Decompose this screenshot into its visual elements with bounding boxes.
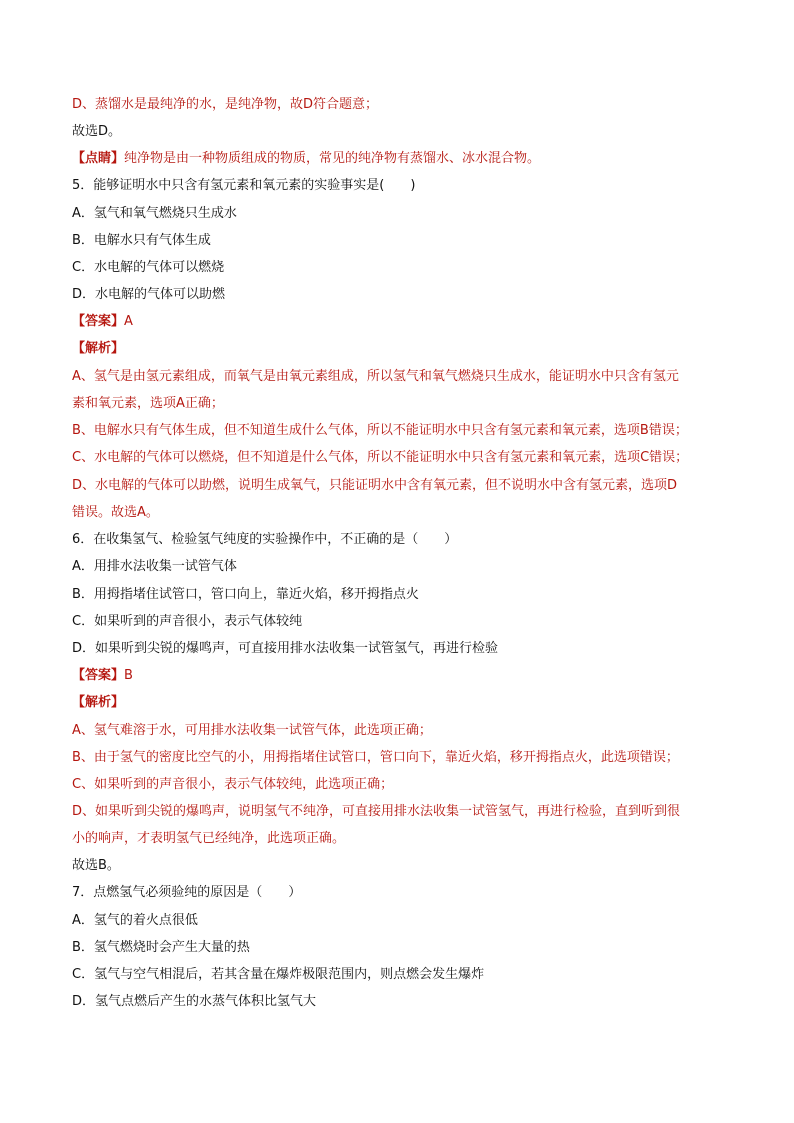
answer-value: B bbox=[124, 668, 133, 683]
q5-stem: 5．能够证明水中只含有氢元素和氧元素的实验事实是( ) bbox=[72, 178, 416, 193]
q5-option-b: B．电解水只有气体生成 bbox=[72, 233, 211, 248]
q5-analysis-line: A、氢气是由氢元素组成，而氧气是由氧元素组成，所以氢气和氧气燃烧只生成水，能证明水中只含有氢元 bbox=[72, 369, 679, 384]
q5-answer bbox=[72, 313, 724, 331]
answer-tag: 【答案】 bbox=[72, 314, 125, 329]
q6-analysis-line: A、氢气难溶于水，可用排水法收集一试管气体，此选项正确； bbox=[72, 723, 432, 738]
q7-option-a: A．氢气的着火点很低 bbox=[72, 913, 198, 928]
prev-choose: 故选D。 bbox=[72, 124, 122, 139]
q6-analysis-line: D、如果听到尖锐的爆鸣声，说明氢气不纯净，可直接用排水法收集一试管氢气，再进行检验，直到听到很 bbox=[72, 804, 681, 819]
q6-option-b: B．用拇指堵住试管口，管口向上，靠近火焰，移开拇指点火 bbox=[72, 587, 419, 602]
q5-analysis-line: C、水电解的气体可以燃烧，但不知道是什么气体，所以不能证明水中只含有氢元素和氧元素，选项C错误； bbox=[72, 450, 689, 465]
q5-option-c: C．水电解的气体可以燃烧 bbox=[72, 260, 225, 275]
tip-tag: 【点睛】 bbox=[72, 151, 125, 166]
q5-analysis-line: D、水电解的气体可以助燃，说明生成氧气，只能证明水中含有氧元素，但不说明水中含有氢元素，选项D bbox=[72, 478, 678, 493]
prev-analysis-d: D、蒸馏水是最纯净的水，是纯净物，故D符合题意； bbox=[72, 97, 379, 112]
q7-stem: 7．点燃氢气必须验纯的原因是（ ） bbox=[72, 885, 302, 900]
answer-tag: 【答案】 bbox=[72, 668, 125, 683]
q5-analysis-line: 素和氧元素，选项A正确； bbox=[72, 396, 224, 411]
q6-analysis-line: B、由于氢气的密度比空气的小，用拇指堵住试管口，管口向下，靠近火焰，移开拇指点火，此选项错误； bbox=[72, 750, 679, 765]
tip-text: 纯净物是由一种物质组成的物质，常见的纯净物有蒸馏水、冰水混合物。 bbox=[124, 151, 541, 166]
q6-option-d: D．如果听到尖锐的爆鸣声，可直接用排水法收集一试管氢气，再进行检验 bbox=[72, 641, 499, 656]
q6-analysis-tag: 【解析】 bbox=[72, 695, 125, 710]
prev-tip bbox=[72, 150, 724, 168]
q5-option-a: A．氢气和氧气燃烧只生成水 bbox=[72, 206, 237, 221]
q5-analysis-line: 错误。故选A。 bbox=[72, 505, 159, 520]
q7-option-b: B．氢气燃烧时会产生大量的热 bbox=[72, 940, 250, 955]
answer-value: A bbox=[124, 314, 133, 329]
q6-option-a: A．用排水法收集一试管气体 bbox=[72, 559, 237, 574]
q6-stem: 6．在收集氢气、检验氢气纯度的实验操作中，不正确的是（ ） bbox=[72, 532, 458, 547]
q5-option-d: D．水电解的气体可以助燃 bbox=[72, 287, 226, 302]
q6-answer bbox=[72, 667, 724, 685]
q6-option-c: C．如果听到的声音很小，表示气体较纯 bbox=[72, 614, 303, 629]
q6-choose: 故选B。 bbox=[72, 858, 120, 873]
q5-analysis-tag: 【解析】 bbox=[72, 341, 125, 356]
q6-analysis-line: 小的响声，才表明氢气已经纯净，此选项正确。 bbox=[72, 831, 346, 846]
q7-option-d: D．氢气点燃后产生的水蒸气体积比氢气大 bbox=[72, 994, 317, 1009]
q6-analysis-line: C、如果听到的声音很小，表示气体较纯，此选项正确； bbox=[72, 777, 394, 792]
q7-option-c: C．氢气与空气相混后，若其含量在爆炸极限范围内，则点燃会发生爆炸 bbox=[72, 967, 485, 982]
q5-analysis-line: B、电解水只有气体生成，但不知道生成什么气体，所以不能证明水中只含有氢元素和氧元素，选项B错误； bbox=[72, 423, 688, 438]
